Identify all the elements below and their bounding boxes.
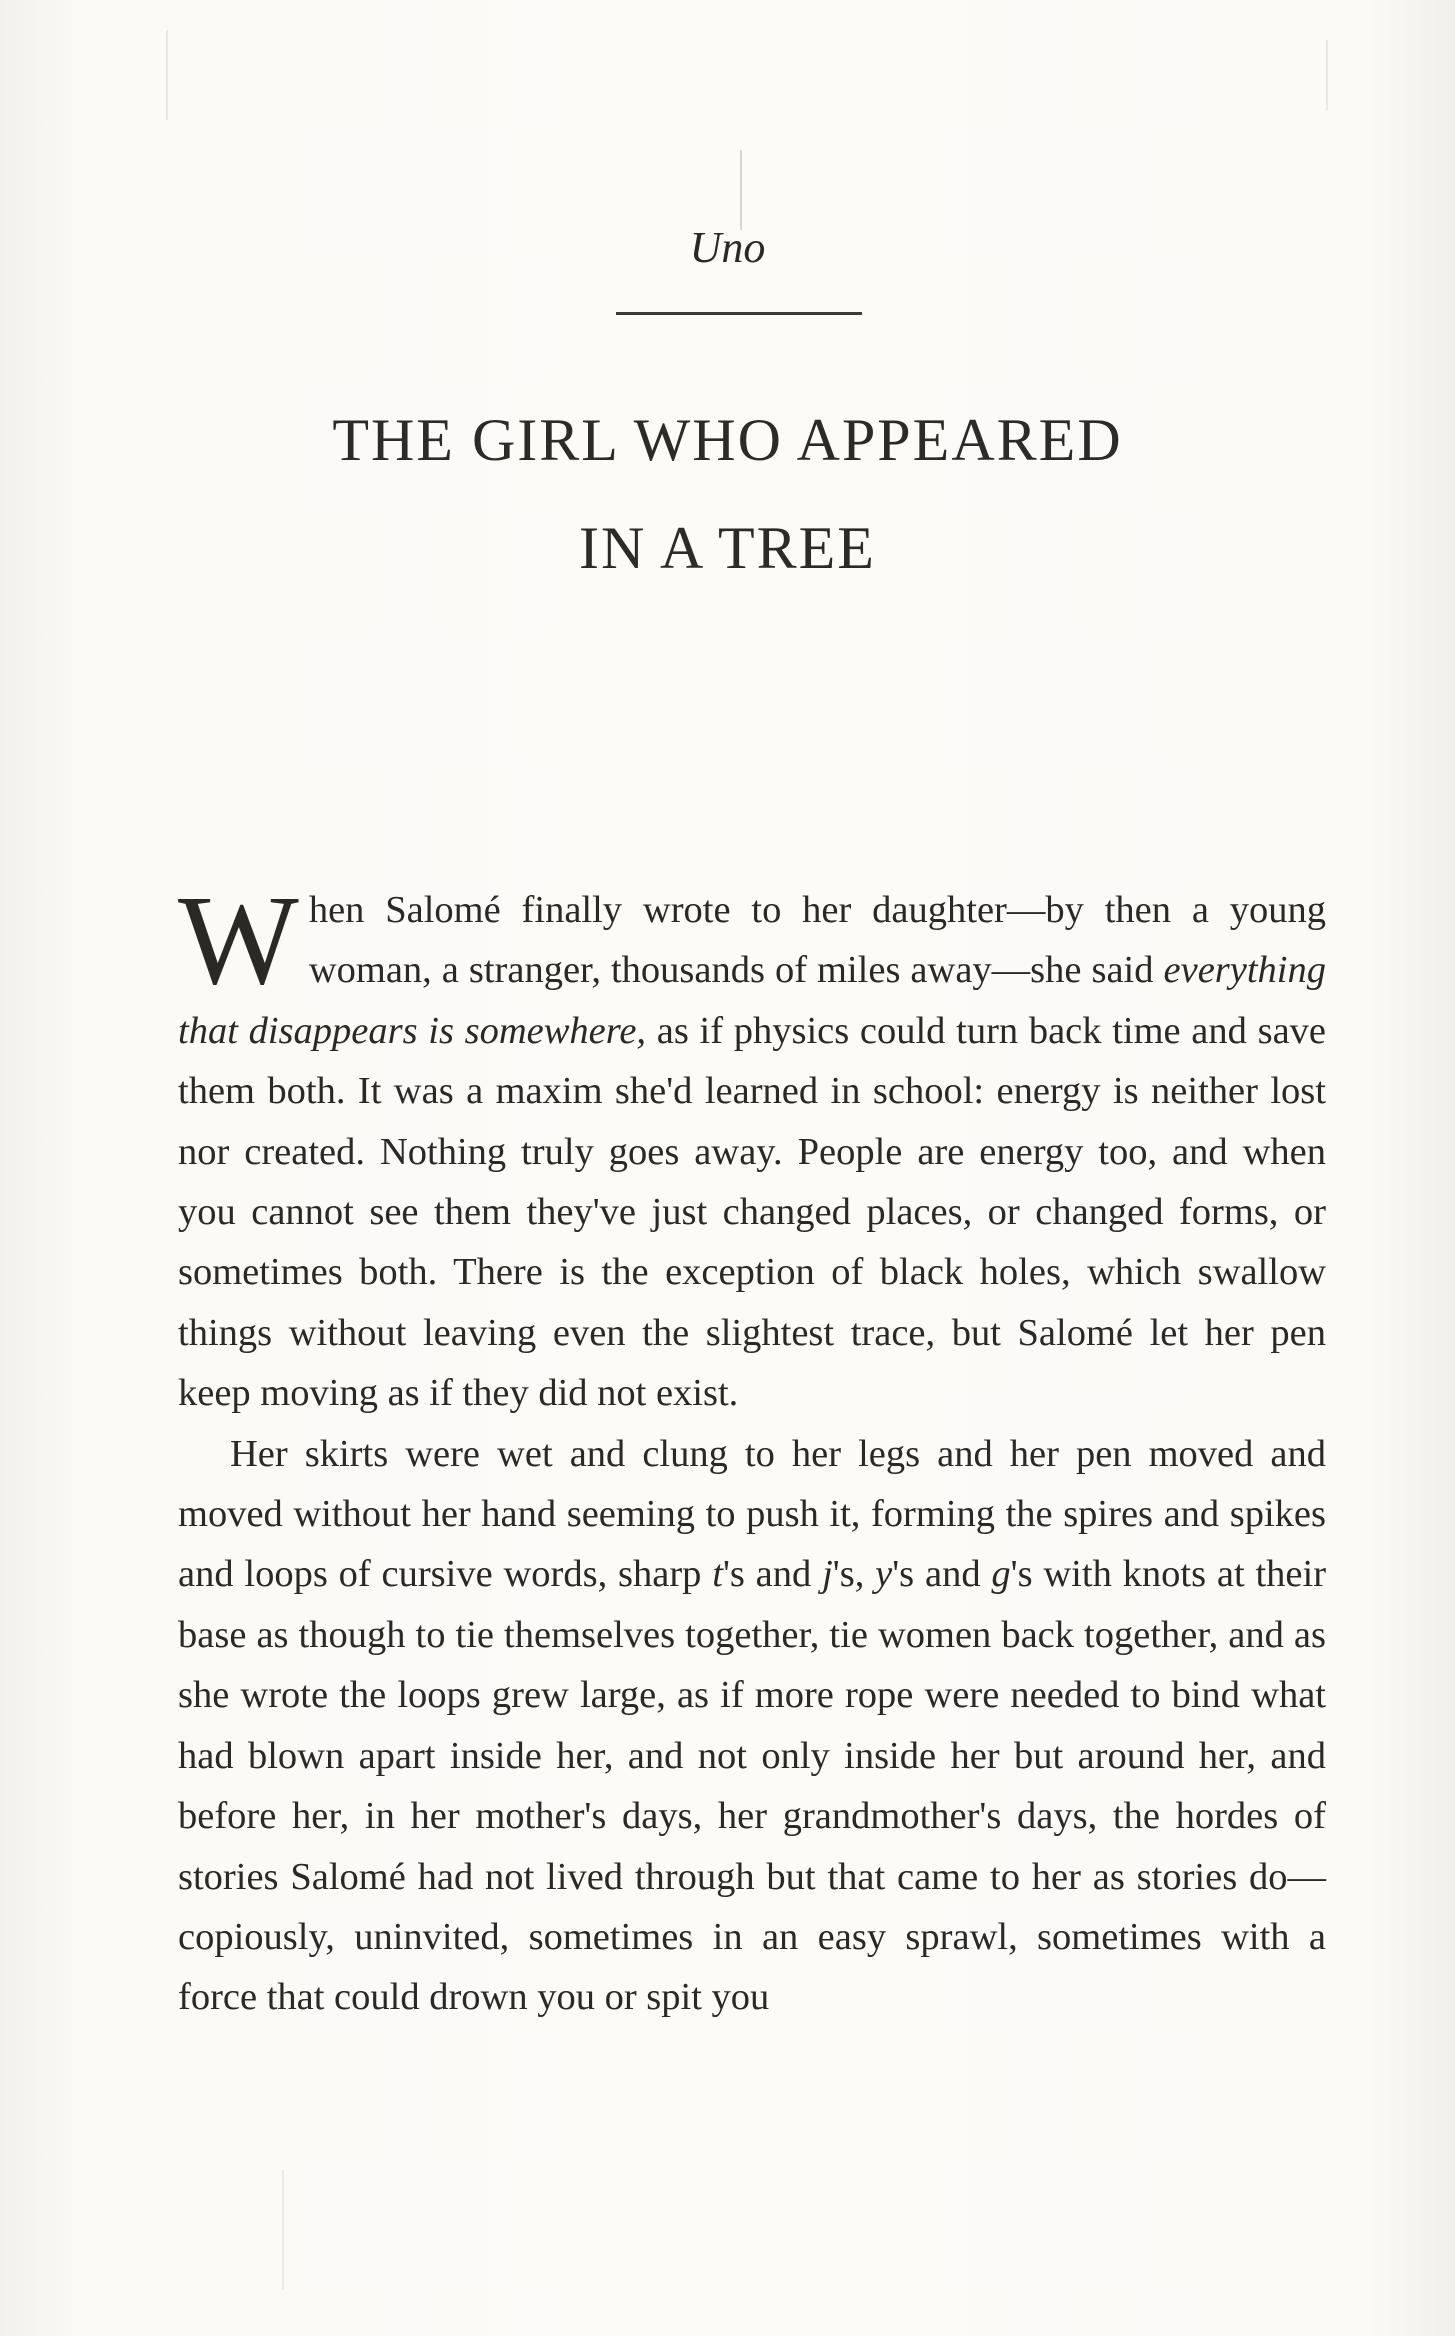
chapter-title-line-1: THE GIRL WHO APPEARED — [332, 407, 1123, 473]
paragraph-1-lead: hen Salomé finally wrote to her daughter—by then a young woman, a stranger, thousands of miles away—she said — [308, 889, 1326, 992]
paragraph-2-letter-g: g — [991, 1553, 1011, 1596]
paragraph-2-letter-y: y — [875, 1553, 893, 1596]
paragraph-2-part-5: 's with knots at their base as though to tie themselves together, tie women back together, and as she wrote the loops grew large, as if more rope were needed to bind what had blown apart inside her, and not only inside her but around her, and before her, in her mother's days, her grandmother's days, the hordes of stories Salomé had not lived through but that came to her as stories do—copiously, uninvited, sometimes in an easy sprawl, sometimes with a force that could drown you or spit you — [178, 1553, 1327, 2019]
paragraph-2-letter-t: t — [712, 1553, 723, 1596]
scan-artifact-right — [1326, 40, 1328, 110]
scan-artifact-bottom-left — [282, 2170, 284, 2290]
chapter-rule — [616, 312, 862, 315]
drop-cap: W — [178, 869, 299, 1011]
paragraph-2-part-4: 's and — [892, 1553, 992, 1596]
body-text — [178, 869, 1327, 2028]
paragraph-1-rest: as if physics could turn back time and save them both. It was a maxim she'd learned in school: energy is neither lost nor created. Nothing truly goes away. People are energy too, and when you cannot see them they've just changed places, or changed forms, or sometimes both. There is the exception of black holes, which swallow things without leaving even the slightest trace, but Salomé let her pen keep moving as if they did not exist. — [178, 1009, 1326, 1415]
paragraph-2-part-2: 's and — [722, 1553, 823, 1596]
paragraph-2-part-1: Her skirts were wet and clung to her legs and her pen moved and moved without her hand seeming to push it, forming the spires and spikes and loops of cursive words, sharp — [178, 1432, 1326, 1596]
paragraph-2 — [178, 1424, 1326, 2028]
paragraph-2-part-3: 's, — [832, 1553, 876, 1596]
paragraph-2-letter-j: j — [822, 1553, 833, 1596]
paragraph-1-emphasis: everything that disappears is somewhere, — [178, 949, 1326, 1052]
chapter-title-line-2: IN A TREE — [579, 515, 876, 581]
chapter-label: Uno — [689, 223, 766, 272]
scan-artifact-left — [166, 30, 168, 120]
paragraph-1 — [178, 869, 1326, 1424]
chapter-title — [0, 386, 1455, 602]
